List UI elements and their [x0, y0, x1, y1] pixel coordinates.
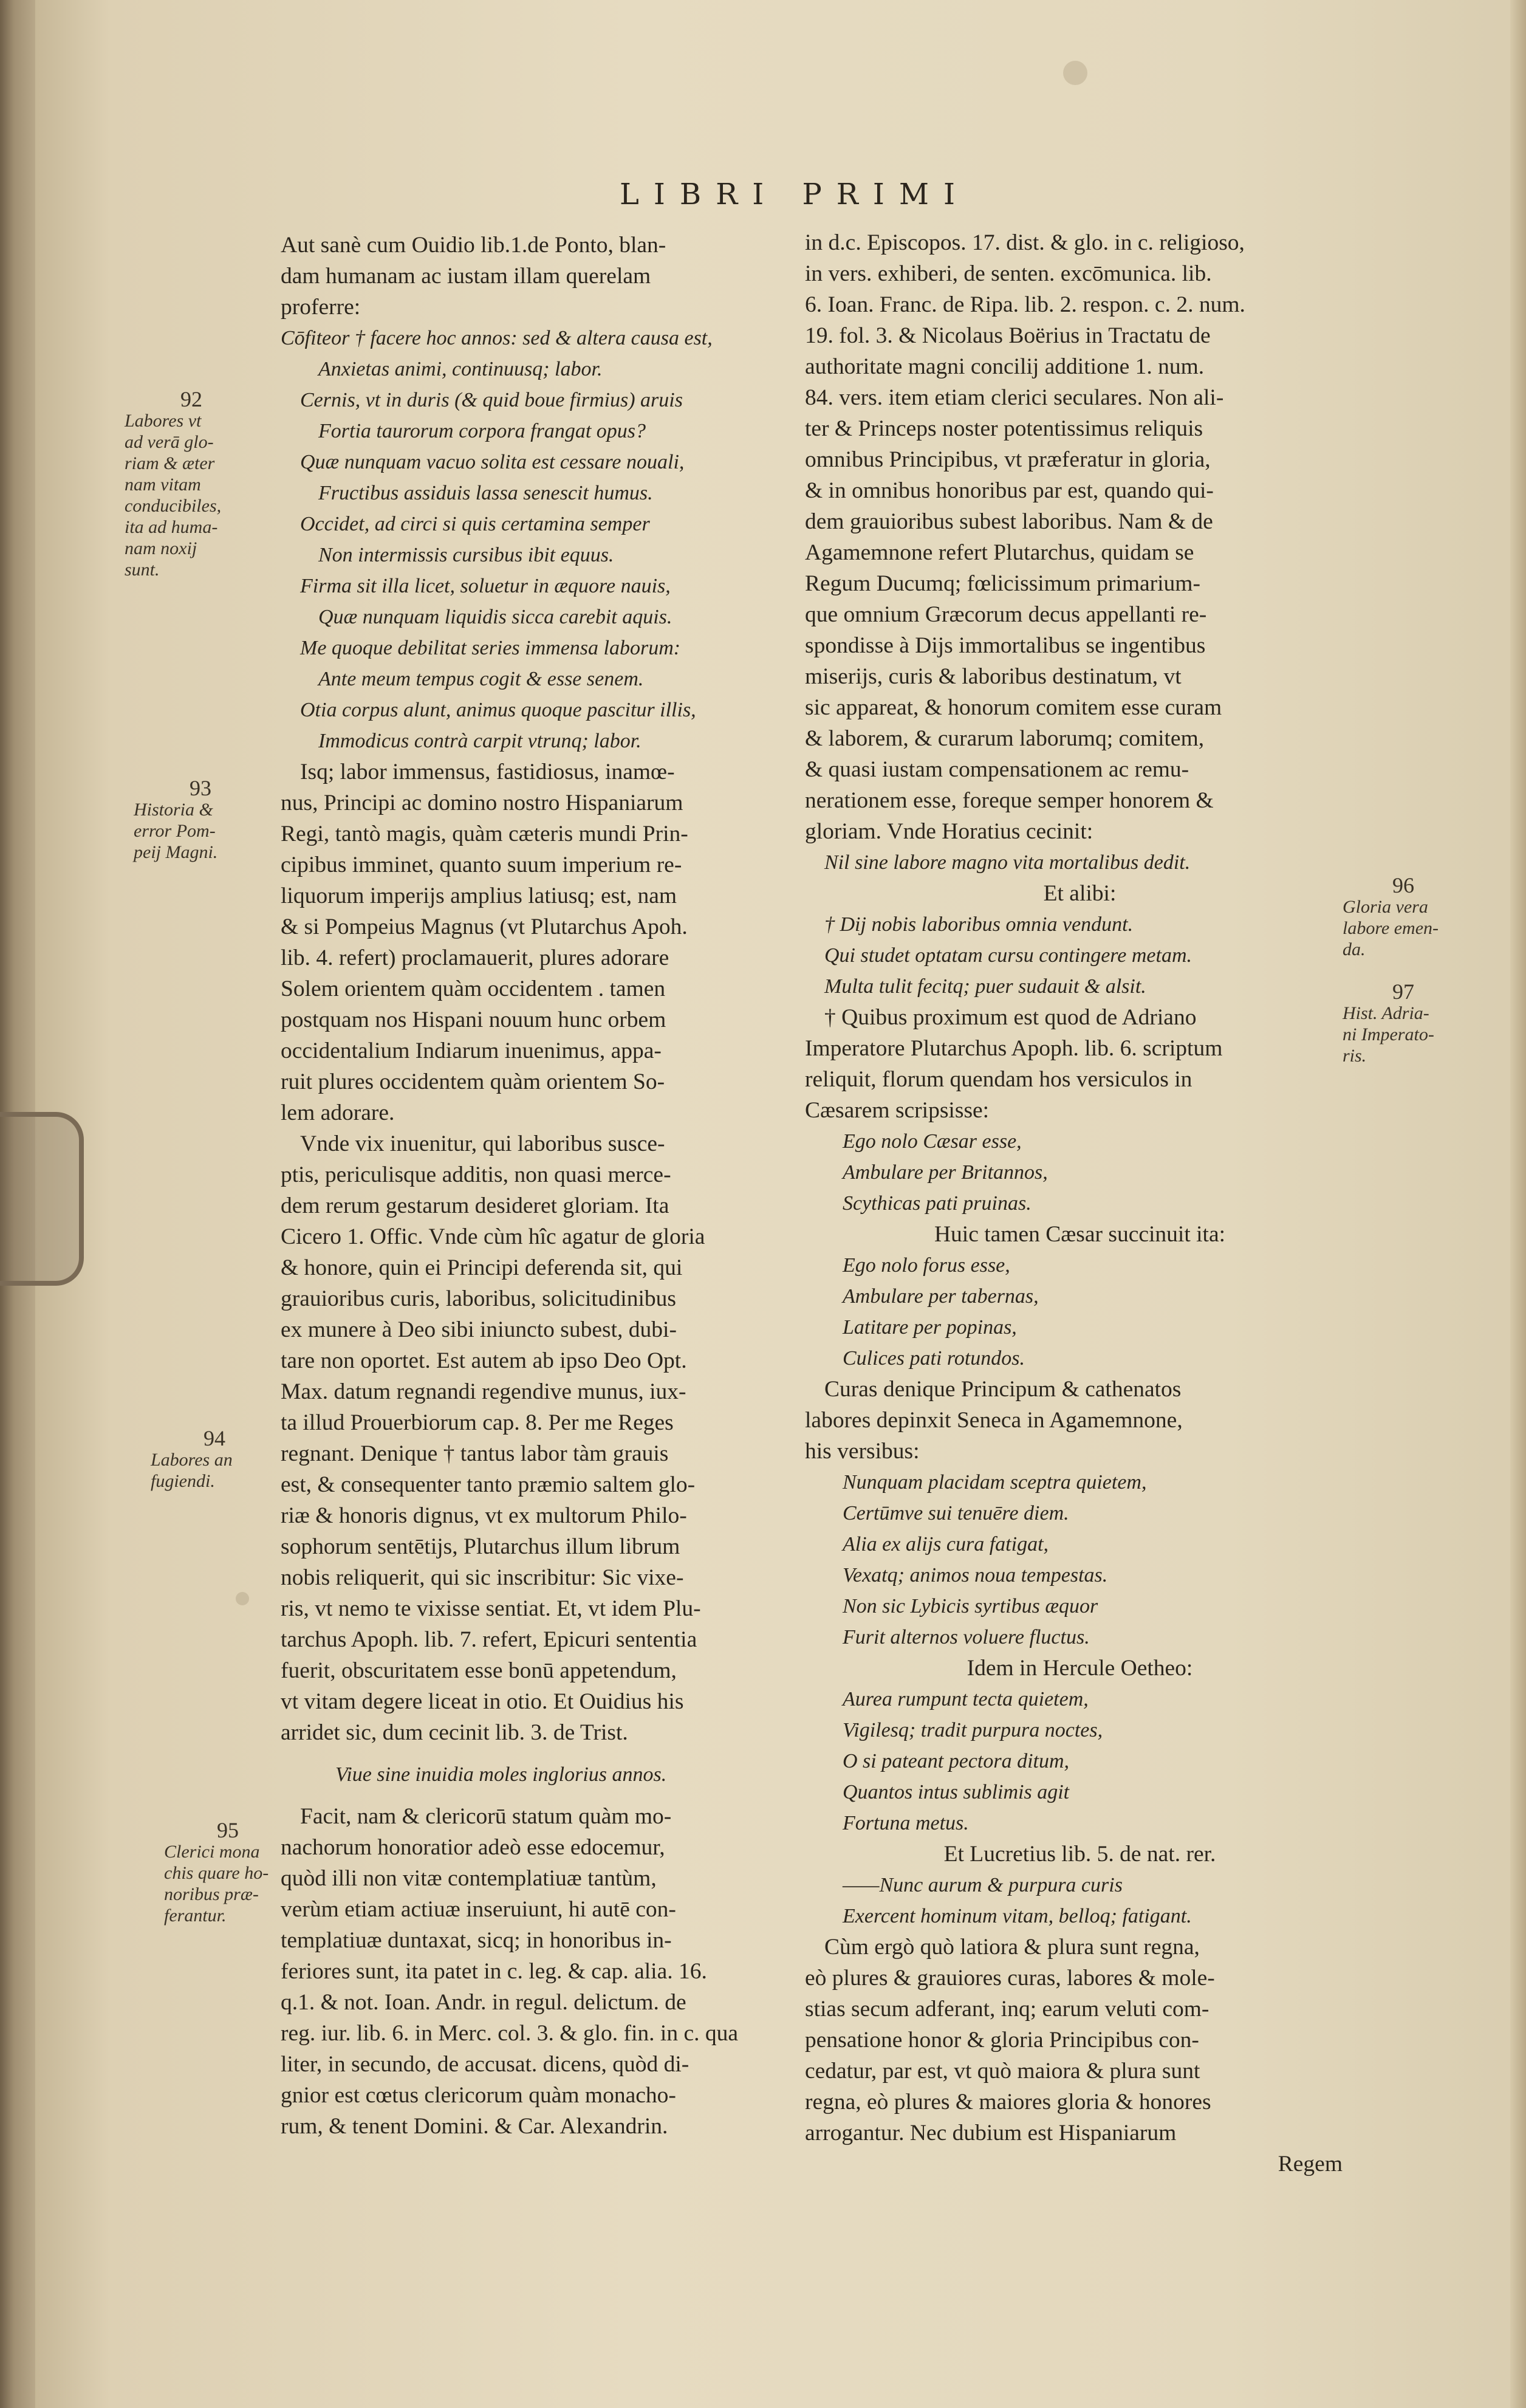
- text-line: & laborem, & curarum laborumq; comitem,: [805, 726, 1205, 751]
- text-line: templatiuæ duntaxat, sicq; in honoribus in-: [281, 1928, 672, 1953]
- verse-line: Quantos intus sublimis agit: [843, 1781, 1070, 1803]
- text-line: 6. Ioan. Franc. de Ripa. lib. 2. respon. c. 2. num.: [805, 292, 1245, 317]
- verse-line: Ambulare per tabernas,: [843, 1285, 1039, 1308]
- verse-line: Firma sit illa licet, soluetur in æquore nauis,: [300, 575, 671, 597]
- verse-line: Non intermissis cursibus ibit equus.: [318, 544, 614, 566]
- text-line: Cùm ergò quò latiora & plura sunt regna,: [824, 1935, 1200, 1960]
- text-line: nachorum honoratior adeò esse edocemur,: [281, 1835, 665, 1860]
- margin-note-93: [134, 778, 267, 863]
- text-line: spondisse à Dijs immortalibus se ingentibus: [805, 633, 1206, 658]
- verse-line: Anxietas animi, continuusq; labor.: [318, 358, 603, 380]
- page-edge: [1510, 0, 1526, 2408]
- text-line: arridet sic, dum cecinit lib. 3. de Trist.: [281, 1720, 628, 1745]
- text-line: Curas denique Principum & cathenatos: [824, 1377, 1182, 1402]
- text-line: Idem in Hercule Oetheo:: [967, 1656, 1193, 1681]
- verse-line: Furit alternos voluere fluctus.: [843, 1626, 1090, 1648]
- margin-note-text: Hist. Adria- ni Imperato- ris.: [1343, 1003, 1434, 1066]
- verse-line: Aurea rumpunt tecta quietem,: [843, 1688, 1089, 1710]
- book-clasp: [0, 1112, 84, 1286]
- catchword: Regem: [1278, 2152, 1343, 2176]
- text-line: lem adorare.: [281, 1100, 395, 1125]
- text-line: gnior est cœtus clericorum quàm monacho-: [281, 2083, 676, 2108]
- margin-note-92: [125, 389, 258, 580]
- text-line: cedatur, par est, vt quò maiora & plura sunt: [805, 2059, 1200, 2084]
- verse-line: Exercent hominum vitam, belloq; fatigant.: [843, 1905, 1192, 1927]
- margin-note-text: Clerici mona chis quare ho- noribus præ- ferantur.: [164, 1842, 269, 1926]
- text-line: & honore, quin ei Principi deferenda sit, qui: [281, 1255, 683, 1280]
- text-line: Facit, nam & clericorū statum quàm mo-: [300, 1804, 672, 1829]
- text-line: ex munere à Deo sibi iniuncto subest, dubi-: [281, 1317, 677, 1342]
- verse-line: Fortia taurorum corpora frangat opus?: [318, 420, 646, 442]
- verse-line: Quæ nunquam vacuo solita est cessare nouali,: [300, 451, 685, 473]
- verse-line: Immodicus contrà carpit vtrunq; labor.: [318, 730, 642, 752]
- verse-line: Quæ nunquam liquidis sicca carebit aquis.: [318, 606, 672, 628]
- text-line: cipibus imminet, quanto suum imperium re-: [281, 852, 682, 877]
- verse-line: Ambulare per Britannos,: [843, 1161, 1048, 1184]
- verse-line: O si pateant pectora ditum,: [843, 1750, 1070, 1772]
- text-line: occidentalium Indiarum inuenimus, appa-: [281, 1038, 662, 1063]
- text-line: Aut sanè cum Ouidio lib.1.de Ponto, blan-: [281, 233, 666, 258]
- text-line: & quasi iustam compensationem ac remu-: [805, 757, 1189, 782]
- text-line: dam humanam ac iustam illam querelam: [281, 264, 651, 289]
- verse-line: ——Nunc aurum & purpura curis: [843, 1874, 1123, 1896]
- text-line: Cæsarem scripsisse:: [805, 1098, 990, 1123]
- verse-line: Nil sine labore magno vita mortalibus dedit.: [824, 851, 1191, 874]
- text-line: nus, Principi ac domino nostro Hispaniarum: [281, 791, 683, 815]
- text-line: 84. vers. item etiam clerici seculares. Non ali-: [805, 385, 1224, 410]
- verse-line: Vexatq; animos noua tempestas.: [843, 1564, 1108, 1586]
- text-line: in d.c. Episcopos. 17. dist. & glo. in c. religioso,: [805, 230, 1245, 255]
- text-line: labores depinxit Seneca in Agamemnone,: [805, 1408, 1183, 1433]
- text-line: 19. fol. 3. & Nicolaus Boërius in Tractatu de: [805, 323, 1211, 348]
- text-line: authoritate magni concilij additione 1. num.: [805, 354, 1205, 379]
- text-line: tarchus Apoph. lib. 7. refert, Epicuri sententia: [281, 1627, 697, 1652]
- text-line: lib. 4. refert) proclamauerit, plures adorare: [281, 945, 669, 970]
- text-line: & si Pompeius Magnus (vt Plutarchus Apoh.: [281, 914, 688, 939]
- text-line: pensatione honor & gloria Principibus con-: [805, 2028, 1199, 2053]
- margin-note-number: 95: [217, 1818, 239, 1842]
- text-line: nerationem esse, foreque semper honorem &: [805, 788, 1214, 813]
- text-line: Isq; labor immensus, fastidiosus, inamœ-: [300, 760, 675, 784]
- text-line: Huic tamen Cæsar succinuit ita:: [934, 1222, 1226, 1247]
- left-text-column: [281, 230, 818, 2142]
- text-line: liter, in secundo, de accusat. dicens, quòd di-: [281, 2052, 689, 2077]
- text-line: sophorum sentētijs, Plutarchus illum librum: [281, 1534, 680, 1559]
- text-line: postquam nos Hispani nouum hunc orbem: [281, 1007, 666, 1032]
- verse-line: Fortuna metus.: [843, 1812, 969, 1834]
- verse-line: Me quoque debilitat series immensa laborum:: [300, 637, 681, 659]
- ink-spot: [236, 1592, 249, 1605]
- text-line: arrogantur. Nec dubium est Hispaniarum: [805, 2121, 1177, 2146]
- text-line: gloriam. Vnde Horatius cecinit:: [805, 819, 1093, 844]
- text-line: dem grauioribus subest laboribus. Nam & de: [805, 509, 1213, 534]
- text-line: his versibus:: [805, 1439, 920, 1464]
- right-text-column: [805, 227, 1355, 2180]
- text-line: Solem orientem quàm occidentem . tamen: [281, 976, 666, 1001]
- margin-note-text: Gloria vera labore emen- da.: [1343, 897, 1439, 959]
- text-line: omnibus Principibus, vt præferatur in gloria,: [805, 447, 1211, 472]
- text-line: nobis reliquerit, qui sic inscribitur: Sic vixe-: [281, 1565, 684, 1590]
- text-line: feriores sunt, ita patet in c. leg. & cap. alia. 16.: [281, 1959, 707, 1984]
- text-line: tare non oportet. Est autem ab ipso Deo Opt.: [281, 1348, 687, 1373]
- margin-note-number: 94: [204, 1426, 225, 1450]
- verse-line: Cōfiteor † facere hoc annos: sed & altera causa est,: [281, 327, 713, 349]
- text-line: grauioribus curis, laboribus, solicitudinibus: [281, 1286, 676, 1311]
- text-line: liquorum imperijs amplius latiusq; est, nam: [281, 883, 677, 908]
- margin-note-number: 92: [180, 387, 202, 411]
- text-line: eò plures & grauiores curas, labores & mole-: [805, 1966, 1215, 1991]
- margin-note-96: [1343, 875, 1464, 960]
- text-line: reg. iur. lib. 6. in Merc. col. 3. & glo. fin. in c. qua: [281, 2021, 738, 2046]
- text-line: fuerit, obscuritatem esse bonū appetendum,: [281, 1658, 677, 1683]
- text-line: vt vitam degere liceat in otio. Et Ouidius his: [281, 1689, 684, 1714]
- text-line: reliquit, florum quendam hos versiculos in: [805, 1067, 1192, 1092]
- text-line: Regum Ducumq; fœlicissimum primarium-: [805, 571, 1200, 596]
- text-line: ptis, periculisque additis, non quasi merce-: [281, 1162, 671, 1187]
- text-line: q.1. & not. Ioan. Andr. in regul. delictum. de: [281, 1990, 686, 2015]
- margin-note-97: [1343, 981, 1464, 1066]
- verse-line: Alia ex alijs cura fatigat,: [843, 1533, 1049, 1556]
- verse-line: Cernis, vt in duris (& quid boue firmius) aruis: [300, 389, 683, 411]
- text-line: Vnde vix inuenitur, qui laboribus susce-: [300, 1131, 665, 1156]
- verse-line: Vigilesq; tradit purpura noctes,: [843, 1719, 1103, 1741]
- margin-note-text: Labores an fugiendi.: [151, 1450, 233, 1491]
- verse-line: Nunquam placidam sceptra quietem,: [843, 1471, 1147, 1494]
- text-line: Imperatore Plutarchus Apoph. lib. 6. scriptum: [805, 1036, 1223, 1061]
- text-line: regnant. Denique † tantus labor tàm grauis: [281, 1441, 669, 1466]
- text-line: ruit plures occidentem quàm orientem So-: [281, 1069, 665, 1094]
- margin-note-text: Labores vt ad verā glo- riam & æter nam vitam conducibiles, ita ad huma- nam noxij sunt.: [125, 411, 222, 580]
- text-line: riæ & honoris dignus, vt ex multorum Philo-: [281, 1503, 687, 1528]
- text-line: verùm etiam actiuæ inseruiunt, hi autē con-: [281, 1897, 676, 1922]
- margin-note-94: [151, 1428, 278, 1492]
- verse-line: Ante meum tempus cogit & esse senem.: [318, 668, 644, 690]
- text-line: Et Lucretius lib. 5. de nat. rer.: [943, 1842, 1216, 1867]
- text-line: Cicero 1. Offic. Vnde cùm hîc agatur de gloria: [281, 1224, 705, 1249]
- text-line: Max. datum regnandi regendive munus, iux-: [281, 1379, 686, 1404]
- text-line: ter & Princeps noster potentissimus reliquis: [805, 416, 1203, 441]
- text-line: est, & consequenter tanto præmio saltem glo-: [281, 1472, 696, 1497]
- text-line: † Quibus proximum est quod de Adriano: [824, 1005, 1197, 1030]
- text-line: in vers. exhiberi, de senten. excōmunica. lib.: [805, 261, 1212, 286]
- verse-line: Occidet, ad circi si quis certamina semper: [300, 513, 650, 535]
- text-line: proferre:: [281, 295, 361, 320]
- margin-note-text: Historia & error Pom- peij Magni.: [134, 800, 218, 862]
- verse-line: Certūmve sui tenuēre diem.: [843, 1502, 1069, 1525]
- margin-note-95: [164, 1820, 292, 1926]
- margin-note-number: 97: [1392, 979, 1414, 1004]
- margin-note-number: 93: [190, 776, 211, 800]
- verse-line: Ego nolo forus esse,: [843, 1254, 1010, 1277]
- verse-line: Viue sine inuidia moles inglorius annos.: [335, 1763, 667, 1786]
- text-line: rum, & tenent Domini. & Car. Alexandrin.: [281, 2114, 668, 2139]
- text-line: Regi, tantò magis, quàm cæteris mundi Prin-: [281, 822, 688, 846]
- text-line: miserijs, curis & laboribus destinatum, vt: [805, 664, 1182, 689]
- text-line: quòd illi non vitæ contemplatiuæ tantùm,: [281, 1866, 657, 1891]
- text-line: dem rerum gestarum desideret gloriam. Ita: [281, 1193, 669, 1218]
- verse-line: Non sic Lybicis syrtibus æquor: [843, 1595, 1098, 1617]
- verse-line: Qui studet optatam cursu contingere metam.: [824, 944, 1192, 967]
- verse-line: Latitare per popinas,: [843, 1316, 1017, 1339]
- text-line: que omnium Græcorum decus appellanti re-: [805, 602, 1207, 627]
- verse-line: Otia corpus alunt, animus quoque pascitur illis,: [300, 699, 696, 721]
- verse-line: Scythicas pati pruinas.: [843, 1192, 1032, 1215]
- text-line: ris, vt nemo te vixisse sentiat. Et, vt idem Plu-: [281, 1596, 701, 1621]
- verse-line: Ego nolo Cæsar esse,: [843, 1130, 1022, 1153]
- ink-spot: [1063, 61, 1087, 85]
- text-line: Agamemnone refert Plutarchus, quidam se: [805, 540, 1194, 565]
- text-line: ta illud Prouerbiorum cap. 8. Per me Reges: [281, 1410, 674, 1435]
- text-line: sic appareat, & honorum comitem esse curam: [805, 695, 1222, 720]
- verse-line: † Dij nobis laboribus omnia vendunt.: [824, 913, 1134, 936]
- running-head: LIBRI PRIMI: [620, 177, 970, 211]
- margin-note-number: 96: [1392, 873, 1414, 897]
- text-line: stias secum adferant, inq; earum veluti com-: [805, 1997, 1210, 2022]
- text-line: regna, eò plures & maiores gloria & honores: [805, 2090, 1211, 2115]
- verse-line: Fructibus assiduis lassa senescit humus.: [318, 482, 653, 504]
- text-line: Et alibi:: [1043, 881, 1117, 906]
- verse-line: Multa tulit fecitq; puer sudauit & alsit.: [824, 975, 1146, 998]
- text-line: & in omnibus honoribus par est, quando qui-: [805, 478, 1214, 503]
- verse-line: Culices pati rotundos.: [843, 1347, 1025, 1370]
